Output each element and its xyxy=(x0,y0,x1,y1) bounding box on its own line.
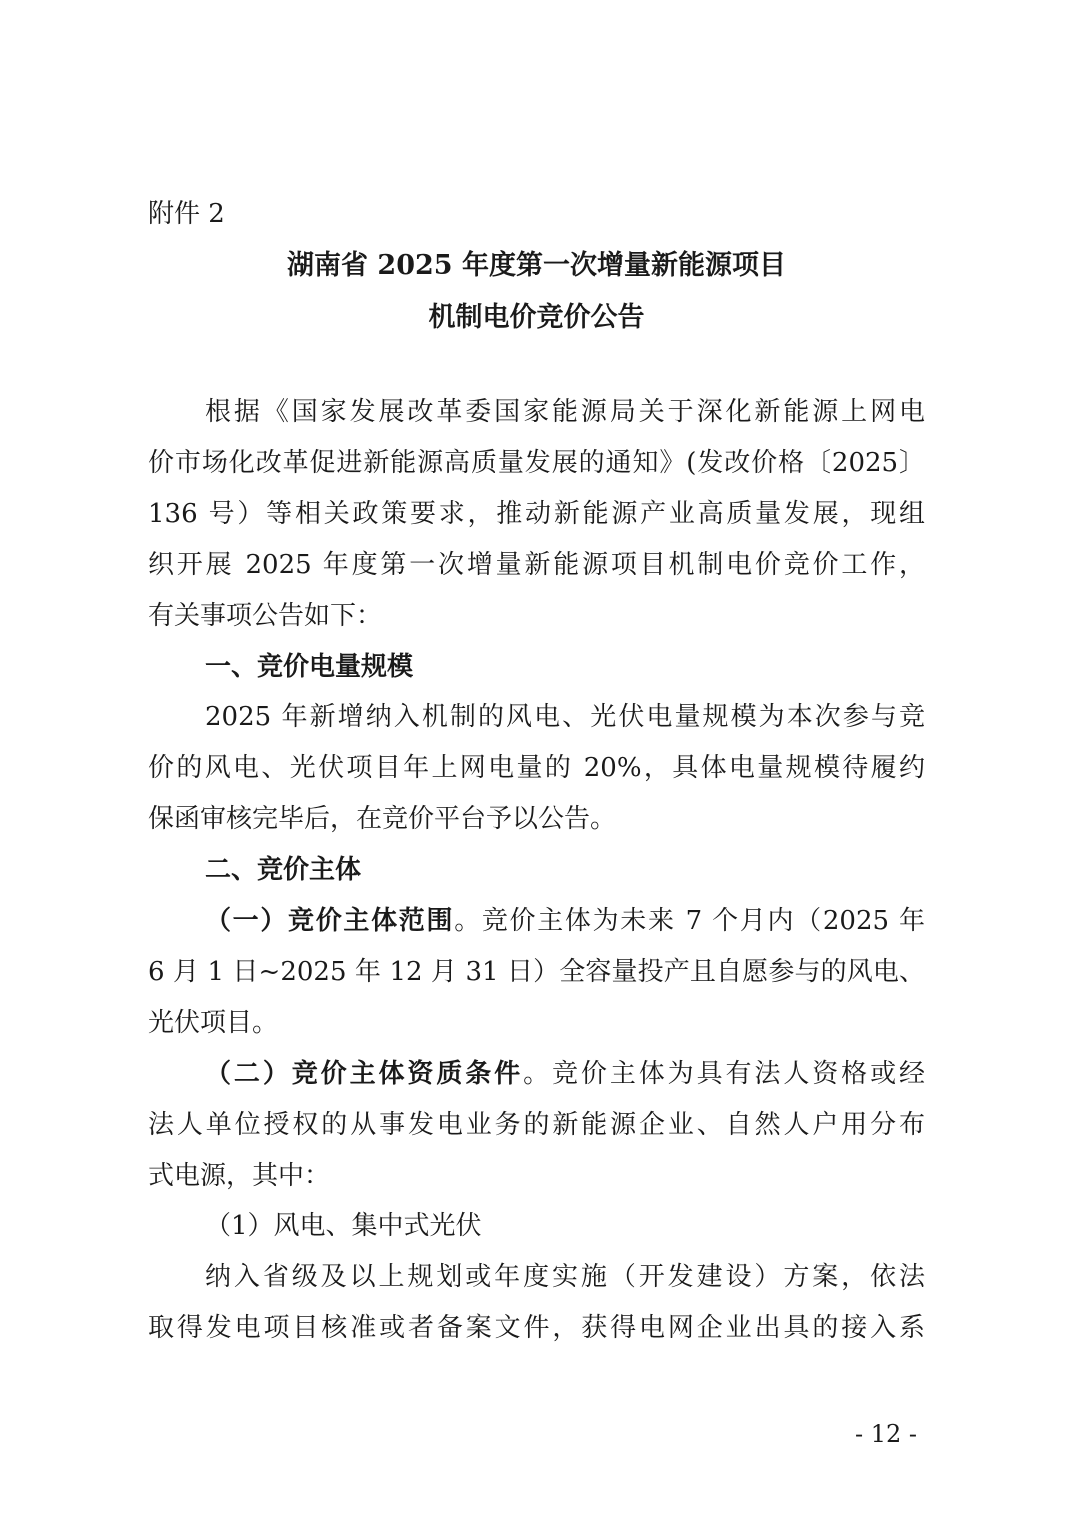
paragraph-line xyxy=(148,802,925,836)
text-segment: 光伏项目。 xyxy=(148,1007,279,1038)
text-segment: 纳入省级及以上规划或年度实施（开发建设）方案，依法 xyxy=(205,1262,925,1293)
attachment-label: 附件 2 xyxy=(148,199,225,229)
text-segment: 保函审核完毕后，在竞价平台予以公告。 xyxy=(148,804,617,835)
paragraph-line xyxy=(148,599,925,633)
text-segment: 6 月 1 日~2025 年 12 月 31 日）全容量投产且自愿参与的风电、 xyxy=(148,956,925,987)
document-title-line-1: 湖南省 2025 年度第一次增量新能源项目 xyxy=(287,250,786,281)
text-segment: 二、竞价主体 xyxy=(205,855,362,886)
paragraph-line xyxy=(148,955,925,989)
paragraph-line xyxy=(205,1260,925,1294)
page-number: - 12 - xyxy=(855,1420,918,1448)
text-segment: 有关事项公告如下： xyxy=(148,600,383,631)
paragraph-line xyxy=(148,751,925,785)
paragraph-line xyxy=(205,395,925,429)
text-segment: 式电源，其中： xyxy=(148,1160,331,1191)
text-segment: 法人单位授权的从事发电业务的新能源企业、自然人户用分布 xyxy=(148,1109,925,1140)
text-segment: 。竞价主体为具有法人资格或经 xyxy=(523,1058,925,1089)
text-segment: 136 号）等相关政策要求，推动新能源产业高质量发展，现组 xyxy=(148,498,925,529)
paragraph-line xyxy=(148,1108,925,1142)
paragraph-line xyxy=(205,904,925,938)
text-segment: 。竞价主体为未来 7 个月内（2025 年 xyxy=(454,906,925,936)
section-heading xyxy=(205,853,925,887)
text-segment: 价市场化改革促进新能源高质量发展的通知》(发改价格〔2025〕 xyxy=(148,447,925,478)
text-segment: （1）风电、集中式光伏 xyxy=(205,1211,482,1242)
text-segment: 取得发电项目核准或者备案文件，获得电网企业出具的接入系 xyxy=(148,1313,925,1344)
section-heading xyxy=(205,650,925,684)
text-segment: 价的风电、光伏项目年上网电量的 20%，具体电量规模待履约 xyxy=(148,753,925,784)
paragraph-line xyxy=(148,446,925,480)
text-segment: 根据《国家发展改革委国家能源局关于深化新能源上网电 xyxy=(205,397,925,427)
paragraph-line xyxy=(205,700,925,734)
paragraph-line xyxy=(148,497,925,531)
paragraph-line xyxy=(148,548,925,582)
paragraph-line xyxy=(148,1006,925,1040)
text-segment: 一、竞价电量规模 xyxy=(205,651,414,682)
paragraph-line xyxy=(148,1311,925,1345)
paragraph-line xyxy=(205,1057,925,1091)
paragraph-line xyxy=(148,1159,925,1193)
text-segment: 织开展 2025 年度第一次增量新能源项目机制电价竞价工作， xyxy=(148,549,925,580)
document-title-line-2: 机制电价竞价公告 xyxy=(428,302,645,333)
sub-item-heading xyxy=(205,1209,925,1243)
bold-lead-text: （一）竞价主体范围 xyxy=(205,906,455,936)
text-segment: 2025 年新增纳入机制的风电、光伏电量规模为本次参与竞 xyxy=(205,702,925,733)
bold-lead-text: （二）竞价主体资质条件 xyxy=(205,1058,524,1089)
